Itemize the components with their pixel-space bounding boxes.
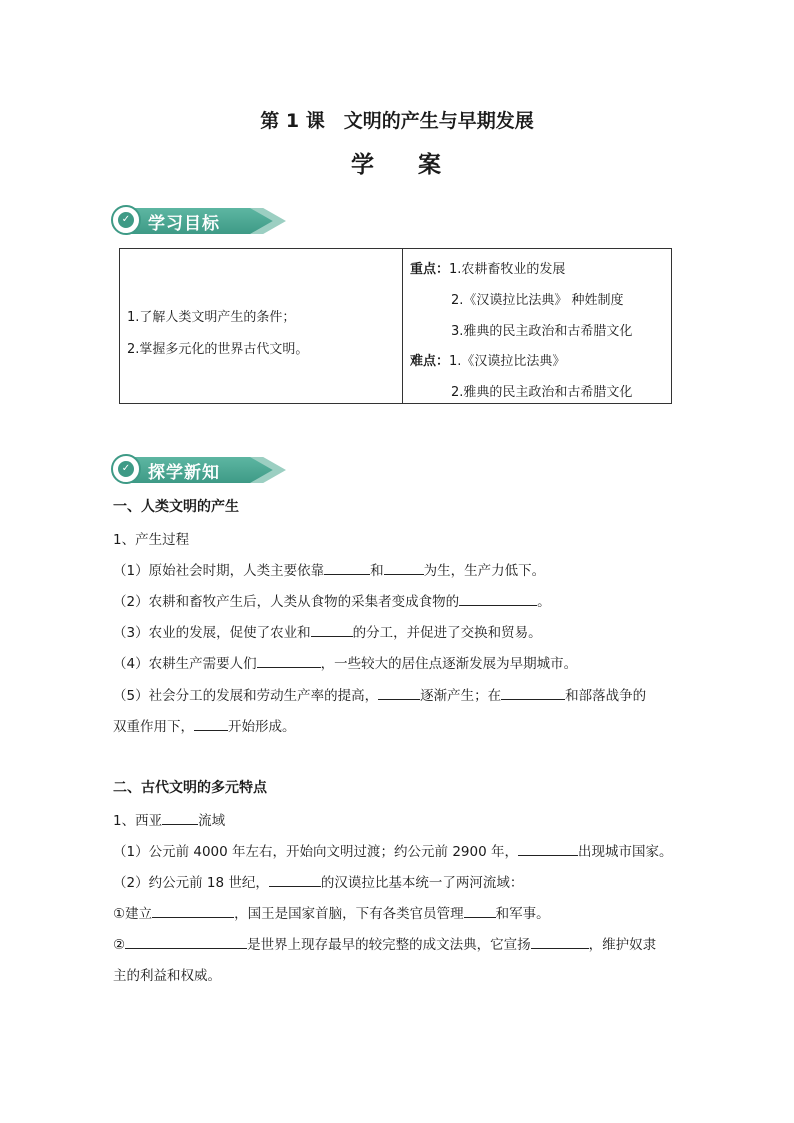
page-title: 第 1 课 文明的产生与早期发展 [260,110,534,132]
question-line: （2）农耕和畜牧产生后，人类从食物的采集者变成食物的 。 [113,594,551,610]
question-line: ①建立 ，国王是国家首脑，下有各类官员管理 和军事。 [113,906,550,922]
subheading: 1、产生过程 [113,532,190,548]
explore-banner: ✓ 探学新知 [108,452,283,488]
check-icon: ✓ [118,461,134,477]
question-line: （2）约公元前 18 世纪， 的汉谟拉比基本统一了两河流域： [113,875,524,891]
question-line: ② 是世界上现存最早的较完整的成文法典，它宣扬 ，维护奴隶 [113,937,657,953]
check-icon: ✓ [118,212,134,228]
question-line: （3）农业的发展，促使了农业和 的分工，并促进了交换和贸易。 [113,625,542,641]
section-heading: 二、古代文明的多元特点 [113,780,267,796]
goal-item: 2.掌握多元化的世界古代文明。 [127,342,309,357]
goals-table: 1.了解人类文明产生的条件； 2.掌握多元化的世界古代文明。 重点：1.农耕畜牧业的发展 2.《汉谟拉比法典》 种姓制度 3.雅典的民主政治和古希腊文化 难点：1.《汉谟拉比法典》 2.雅典的民主政治和古希腊文化 [119,248,672,404]
subheading: 1、西亚 流域 [113,813,226,829]
key-item: 2.《汉谟拉比法典》 种姓制度 [451,293,624,308]
section-heading: 一、人类文明的产生 [113,499,239,515]
question-line: 主的利益和权威。 [113,968,221,984]
question-line: （1）原始社会时期，人类主要依靠 和 为生，生产力低下。 [113,563,546,579]
question-line: 双重作用下， 开始形成。 [113,719,296,735]
goal-item: 1.了解人类文明产生的条件； [127,310,296,325]
diff-label: 难点： [410,354,450,369]
question-line: （5）社会分工的发展和劳动生产率的提高， 逐渐产生；在 和部落战争的 [113,688,647,704]
key-item: 3.雅典的民主政治和古希腊文化 [451,324,633,339]
goals-banner: ✓ 学习目标 [108,203,283,239]
question-line: （4）农耕生产需要人们 ，一些较大的居住点逐渐发展为早期城市。 [113,656,578,672]
question-line: （1）公元前 4000 年左右，开始向文明过渡；约公元前 2900 年， 出现城市国家。 [113,844,673,860]
page-subtitle: 学 案 [351,152,443,178]
diff-item: 2.雅典的民主政治和古希腊文化 [451,385,633,400]
key-label: 重点： [410,262,450,277]
